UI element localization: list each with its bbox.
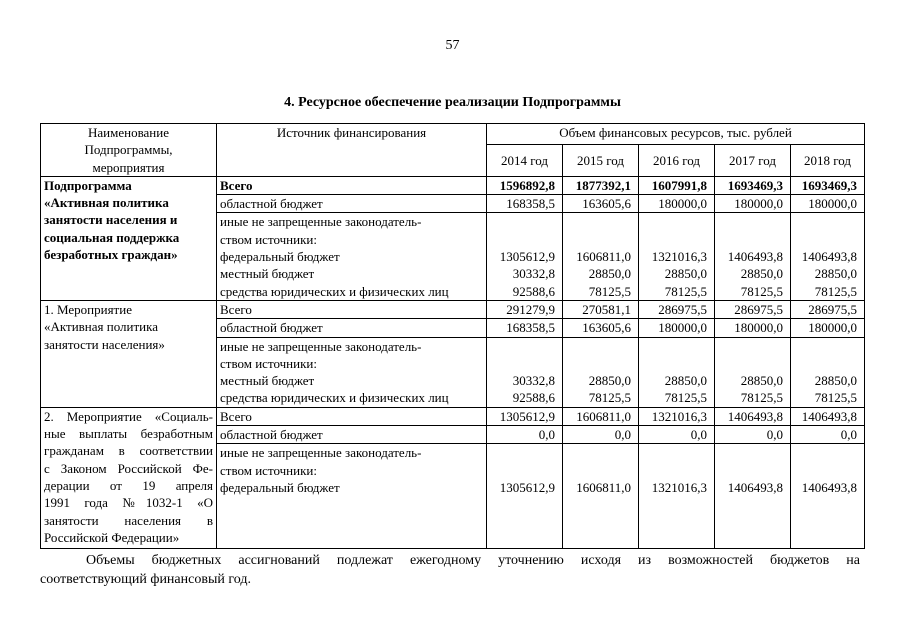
value-cell: 1305612,9 30332,8 92588,6: [487, 213, 563, 300]
value-cell: 28850,0 78125,5: [563, 337, 639, 407]
value-cell: 1693469,3: [715, 176, 791, 194]
year-2015: 2015 год: [563, 144, 639, 176]
value-cell: 180000,0: [715, 319, 791, 337]
value-cell: 1406493,8 28850,0 78125,5: [715, 213, 791, 300]
value-cell: 286975,5: [791, 300, 865, 318]
value-cell: 1305612,9: [487, 407, 563, 425]
value-cell: 286975,5: [715, 300, 791, 318]
value-cell: 0,0: [563, 426, 639, 444]
source-cell: Всего: [217, 300, 487, 318]
source-cell: Всего: [217, 407, 487, 425]
year-2014: 2014 год: [487, 144, 563, 176]
value-cell: 180000,0: [791, 319, 865, 337]
value-cell: 1321016,3 28850,0 78125,5: [639, 213, 715, 300]
table-row: [41, 176, 865, 194]
source-cell: областной бюджет: [217, 319, 487, 337]
value-cell: 163605,6: [563, 195, 639, 213]
resource-table: [40, 123, 865, 549]
value-cell: 180000,0: [639, 319, 715, 337]
header-row: [41, 124, 865, 145]
footer-line-2: соответствующий финансовый год.: [40, 572, 251, 587]
value-cell: 1406493,8 28850,0 78125,5: [791, 213, 865, 300]
value-cell: 168358,5: [487, 195, 563, 213]
source-cell: Всего: [217, 176, 487, 194]
activity-2-name-cell: 2. Мероприятие «Социаль- ные выплаты безработным гражданам в соответствии с Законом Российской Фе- дерации от 19 апреля 1991 года №1032-1 «О занятости населения в Российской Федерации»: [41, 407, 217, 549]
source-cell: иные не запрещенные законодатель- ством источники: федеральный бюджет: [217, 444, 487, 549]
value-cell: 0,0: [791, 426, 865, 444]
header-volume-cell: Объем финансовых ресурсов, тыс. рублей: [487, 124, 865, 145]
value-cell: 0,0: [715, 426, 791, 444]
value-cell: 1406493,8: [715, 407, 791, 425]
year-2016: 2016 год: [639, 144, 715, 176]
value-cell: 1305612,9: [487, 444, 563, 549]
value-cell: 286975,5: [639, 300, 715, 318]
source-cell: областной бюджет: [217, 195, 487, 213]
section-title: 4. Ресурсное обеспечение реализации Подпрограммы: [284, 95, 621, 110]
header-source-cell: Источник финансирования: [217, 124, 487, 177]
source-cell: иные не запрещенные законодатель- ством источники: федеральный бюджет местный бюджет средства юридических и физических лиц: [217, 213, 487, 300]
value-cell: 1321016,3: [639, 444, 715, 549]
value-cell: 180000,0: [639, 195, 715, 213]
value-cell: 1321016,3: [639, 407, 715, 425]
value-cell: 1406493,8: [791, 444, 865, 549]
value-cell: 1693469,3: [791, 176, 865, 194]
source-cell: иные не запрещенные законодатель- ством источники: местный бюджет средства юридических и физических лиц: [217, 337, 487, 407]
value-cell: 1877392,1: [563, 176, 639, 194]
page-number: 57: [445, 38, 460, 53]
table-row: [41, 300, 865, 318]
value-cell: 1606811,0 28850,0 78125,5: [563, 213, 639, 300]
value-cell: 0,0: [487, 426, 563, 444]
value-cell: 30332,8 92588,6: [487, 337, 563, 407]
value-cell: 1406493,8: [791, 407, 865, 425]
value-cell: 180000,0: [715, 195, 791, 213]
value-cell: 28850,0 78125,5: [791, 337, 865, 407]
value-cell: 291279,9: [487, 300, 563, 318]
footer-line-1: Объемы бюджетных ассигнований подлежат ежегодному уточнению исходя из возможностей бюджетов на: [86, 553, 860, 568]
value-cell: 28850,0 78125,5: [639, 337, 715, 407]
header-name-cell: Наименование Подпрограммы, мероприятия: [41, 124, 217, 177]
value-cell: 1606811,0: [563, 407, 639, 425]
activity-1-name-cell: 1. Мероприятие «Активная политика занятости населения»: [41, 300, 217, 407]
value-cell: 1607991,8: [639, 176, 715, 194]
year-2018: 2018 год: [791, 144, 865, 176]
footer-paragraph: [40, 551, 860, 589]
subprogram-name-cell: Подпрограмма «Активная политика занятости населения и социальная поддержка безработных граждан»: [41, 176, 217, 300]
value-cell: 1606811,0: [563, 444, 639, 549]
value-cell: 180000,0: [791, 195, 865, 213]
value-cell: 0,0: [639, 426, 715, 444]
year-2017: 2017 год: [715, 144, 791, 176]
value-cell: 28850,0 78125,5: [715, 337, 791, 407]
value-cell: 168358,5: [487, 319, 563, 337]
source-cell: областной бюджет: [217, 426, 487, 444]
value-cell: 270581,1: [563, 300, 639, 318]
table-row: [41, 407, 865, 425]
value-cell: 1596892,8: [487, 176, 563, 194]
value-cell: 1406493,8: [715, 444, 791, 549]
value-cell: 163605,6: [563, 319, 639, 337]
